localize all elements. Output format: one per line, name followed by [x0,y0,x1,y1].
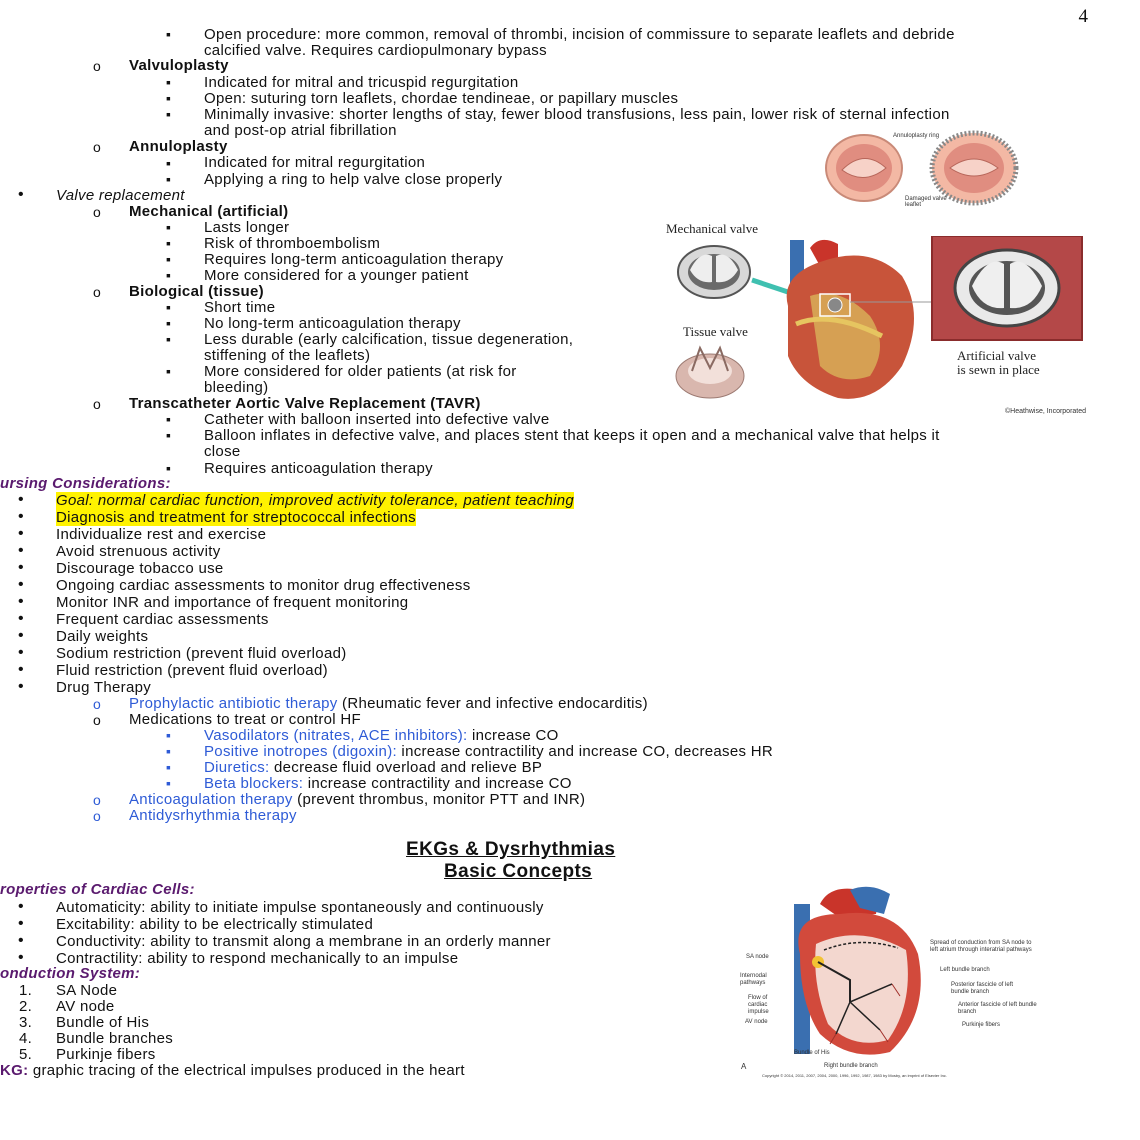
list-number: 3. [19,1014,33,1031]
list-item: Open: suturing torn leaflets, chordae tendineae, or papillary muscles [204,90,679,107]
bullet-dot: • [18,932,24,949]
list-item: Contractility: ability to respond mechanically to an impulse [56,950,459,967]
bullet-square [166,427,171,443]
list-item: SA Node [56,982,118,999]
bullet-dot: • [18,542,24,559]
label-sa-node: SA node [746,954,769,960]
plain-text: (Rheumatic fever and infective endocarditis) [337,695,648,712]
list-item-inotropes [204,744,773,760]
label-av-node: AV node [745,1019,768,1025]
bullet-circle: o [93,712,101,728]
ekg-definition [0,1063,465,1079]
plain-text: decrease fluid overload and relieve BP [269,759,543,776]
heading-valve-replacement: Valve replacement [56,187,185,204]
list-item: Daily weights [56,628,149,645]
list-item: stiffening of the leaflets) [204,347,371,364]
subheading-mechanical: Mechanical (artificial) [129,203,289,220]
list-item: Ongoing cardiac assessments to monitor drug effectiveness [56,577,471,594]
bullet-dot: • [18,678,24,695]
subheading-biological: Biological (tissue) [129,283,264,300]
list-item-anticoag [129,792,585,808]
list-item: Avoid strenuous activity [56,543,221,560]
bullet-circle: o [93,284,101,300]
bullet-square [166,106,171,122]
highlight-goal: Goal: normal cardiac function, improved activity tolerance, patient teaching [56,492,575,509]
list-item-beta-blockers [204,776,572,792]
blue-text: Anticoagulation therapy [129,791,293,808]
bullet-square [166,219,171,235]
bullet-circle: o [93,792,101,808]
highlight-strep: Diagnosis and treatment for streptococcal infections [56,509,416,526]
bullet-dot: • [18,627,24,644]
bullet-circle: o [93,58,101,74]
bullet-dot: • [18,898,24,915]
bullet-square [166,267,171,283]
subheading-valvuloplasty: Valvuloplasty [129,57,229,74]
list-item: Bundle of His [56,1014,150,1031]
bullet-dot: • [18,559,24,576]
list-item: Risk of thromboembolism [204,235,381,252]
bullet-dot: • [18,644,24,661]
page-number: 4 [1078,6,1088,27]
figure-letter: A [741,1062,747,1071]
list-item: Fluid restriction (prevent fluid overload) [56,662,328,679]
bullet-dot: • [18,915,24,932]
label-purkinje: Purkinje fibers [962,1022,1001,1028]
bullet-dot: • [18,525,24,542]
bullet-square [166,411,171,427]
list-item: Requires anticoagulation therapy [204,460,433,477]
list-item: Catheter with balloon inserted into defective valve [204,411,550,428]
label-spread: Spread of conduction from SA node to left atrium through interatrial pathways [930,940,1032,953]
bullet-dot: • [18,508,24,525]
list-item: Automaticity: ability to initiate impulse spontaneously and continuously [56,899,544,916]
list-item: Sodium restriction (prevent fluid overload) [56,645,347,662]
credit-heathwise: ©Heathwise, Incorporated [1005,408,1087,415]
bullet-dot: • [18,491,24,508]
list-item-prophylactic [129,696,648,712]
list-item: Short time [204,299,276,316]
subheading-tavr: Transcatheter Aortic Valve Replacement (TAVR) [129,395,481,412]
blue-text: Beta blockers: [204,775,304,792]
bullet-square [166,775,171,791]
bullet-circle: o [93,139,101,155]
conduction-system-illustration [780,884,930,1064]
heading-properties: roperties of Cardiac Cells: [0,881,195,898]
list-item: Bundle branches [56,1030,174,1047]
label-damaged-leaflet: Damaged valve leaflet [905,196,947,208]
caption-artificial-2: is sewn in place [957,362,1040,377]
list-item: Applying a ring to help valve close properly [204,171,503,188]
list-number: 5. [19,1046,33,1063]
bullet-dot: • [18,661,24,678]
bullet-square [166,460,171,476]
label-flow: Flow of cardiac impulse [748,995,769,1015]
list-item: Conductivity: ability to transmit along a membrane in an orderly manner [56,933,551,950]
bullet-dot: • [18,593,24,610]
bullet-square [166,235,171,251]
bullet-square [166,26,171,42]
plain-text: increase CO [467,727,559,744]
list-item: Frequent cardiac assessments [56,611,269,628]
label-anterior: Anterior fascicle of left bundle branch [958,1002,1037,1015]
list-item: Medications to treat or control HF [129,711,361,728]
list-item: Individualize rest and exercise [56,526,267,543]
bullet-circle: o [93,808,101,824]
blue-text: Positive inotropes (digoxin): [204,743,397,760]
list-item-diuretics [204,760,542,776]
list-item: Indicated for mitral and tricuspid regurgitation [204,74,519,91]
heading-conduction: onduction System: [0,965,141,982]
bullet-square [166,171,171,187]
list-number: 1. [19,982,33,999]
list-item-vasodilators [204,728,559,744]
bullet-dot: • [18,610,24,627]
list-number: 4. [19,1030,33,1047]
heading-nursing: ursing Considerations: [0,475,171,492]
label-left-bundle: Left bundle branch [940,967,990,973]
label-internodal: Internodal pathways [740,973,767,986]
list-item-antidysrhythmia: Antidysrhythmia therapy [129,807,297,824]
list-item: bleeding) [204,379,269,396]
bullet-dot: • [18,949,24,966]
bullet-square [166,759,171,775]
bullet-square [166,74,171,90]
list-item: AV node [56,998,115,1015]
plain-text: (prevent thrombus, monitor PTT and INR) [292,791,586,808]
list-item: No long-term anticoagulation therapy [204,315,461,332]
bullet-square [166,331,171,347]
bullet-square [166,743,171,759]
plain-text: increase contractility and increase CO [303,775,572,792]
plain-text: graphic tracing of the electrical impulses produced in the heart [28,1062,465,1079]
blue-text: Vasodilators (nitrates, ACE inhibitors): [204,727,468,744]
bullet-dot: • [18,576,24,593]
label-bundle-his: Bundle of His [794,1050,830,1056]
section-subtitle: Basic Concepts [444,861,593,882]
list-item: Less durable (early calcification, tissue degeneration, [204,331,574,348]
blue-text: Prophylactic antibiotic therapy [129,695,338,712]
ekg-prefix: KG: [0,1062,29,1079]
list-item: close [204,443,241,460]
list-item: Purkinje fibers [56,1046,156,1063]
list-item: More considered for a younger patient [204,267,469,284]
list-item: Indicated for mitral regurgitation [204,154,426,171]
caption-tissue-valve: Tissue valve [683,324,748,339]
list-item: Minimally invasive: shorter lengths of stay, fewer blood transfusions, less pain, lower risk of sternal infection [204,106,950,123]
figure-copyright: Copyright © 2014, 2011, 2007, 2004, 2000, 1996, 1992, 1987, 1983 by Mosby, an imprint of Elsevier Inc. [762,1073,947,1078]
bullet-square [166,363,171,379]
bullet-square [166,155,171,171]
list-item: Lasts longer [204,219,290,236]
bullet-square [166,251,171,267]
list-item: Discourage tobacco use [56,560,224,577]
list-item: Requires long-term anticoagulation therapy [204,251,504,268]
caption-artificial-1: Artificial valve [957,348,1037,363]
bullet-circle: o [93,204,101,220]
label-annuloplasty-ring: Annuloplasty ring [893,133,940,139]
label-posterior: Posterior fascicle of left bundle branch [951,982,1014,995]
bullet-square [166,90,171,106]
list-item: calcified valve. Requires cardiopulmonary bypass [204,42,547,59]
list-item: Open procedure: more common, removal of thrombi, incision of commissure to separate leaflets and debride [204,26,955,43]
valve-replacement-illustration [670,236,1090,411]
label-right-bundle: Right bundle branch [824,1063,878,1069]
list-item: Monitor INR and importance of frequent monitoring [56,594,409,611]
list-item: Balloon inflates in defective valve, and places stent that keeps it open and a mechanical valve that helps it [204,427,940,444]
list-item: and post-op atrial fibrillation [204,122,397,139]
bullet-circle: o [93,396,101,412]
plain-text: increase contractility and increase CO, decreases HR [396,743,774,760]
bullet-dot: • [18,186,24,203]
list-item: Drug Therapy [56,679,152,696]
bullet-square [166,727,171,743]
blue-text: Diuretics: [204,759,270,776]
bullet-square [166,315,171,331]
bullet-circle: o [93,696,101,712]
section-title: EKGs & Dysrhythmias [406,839,616,860]
caption-mechanical-valve: Mechanical valve [666,221,759,236]
list-item: Excitability: ability to be electrically stimulated [56,916,374,933]
list-item: More considered for older patients (at risk for [204,363,517,380]
list-number: 2. [19,998,33,1015]
bullet-square [166,299,171,315]
subheading-annuloplasty: Annuloplasty [129,138,228,155]
